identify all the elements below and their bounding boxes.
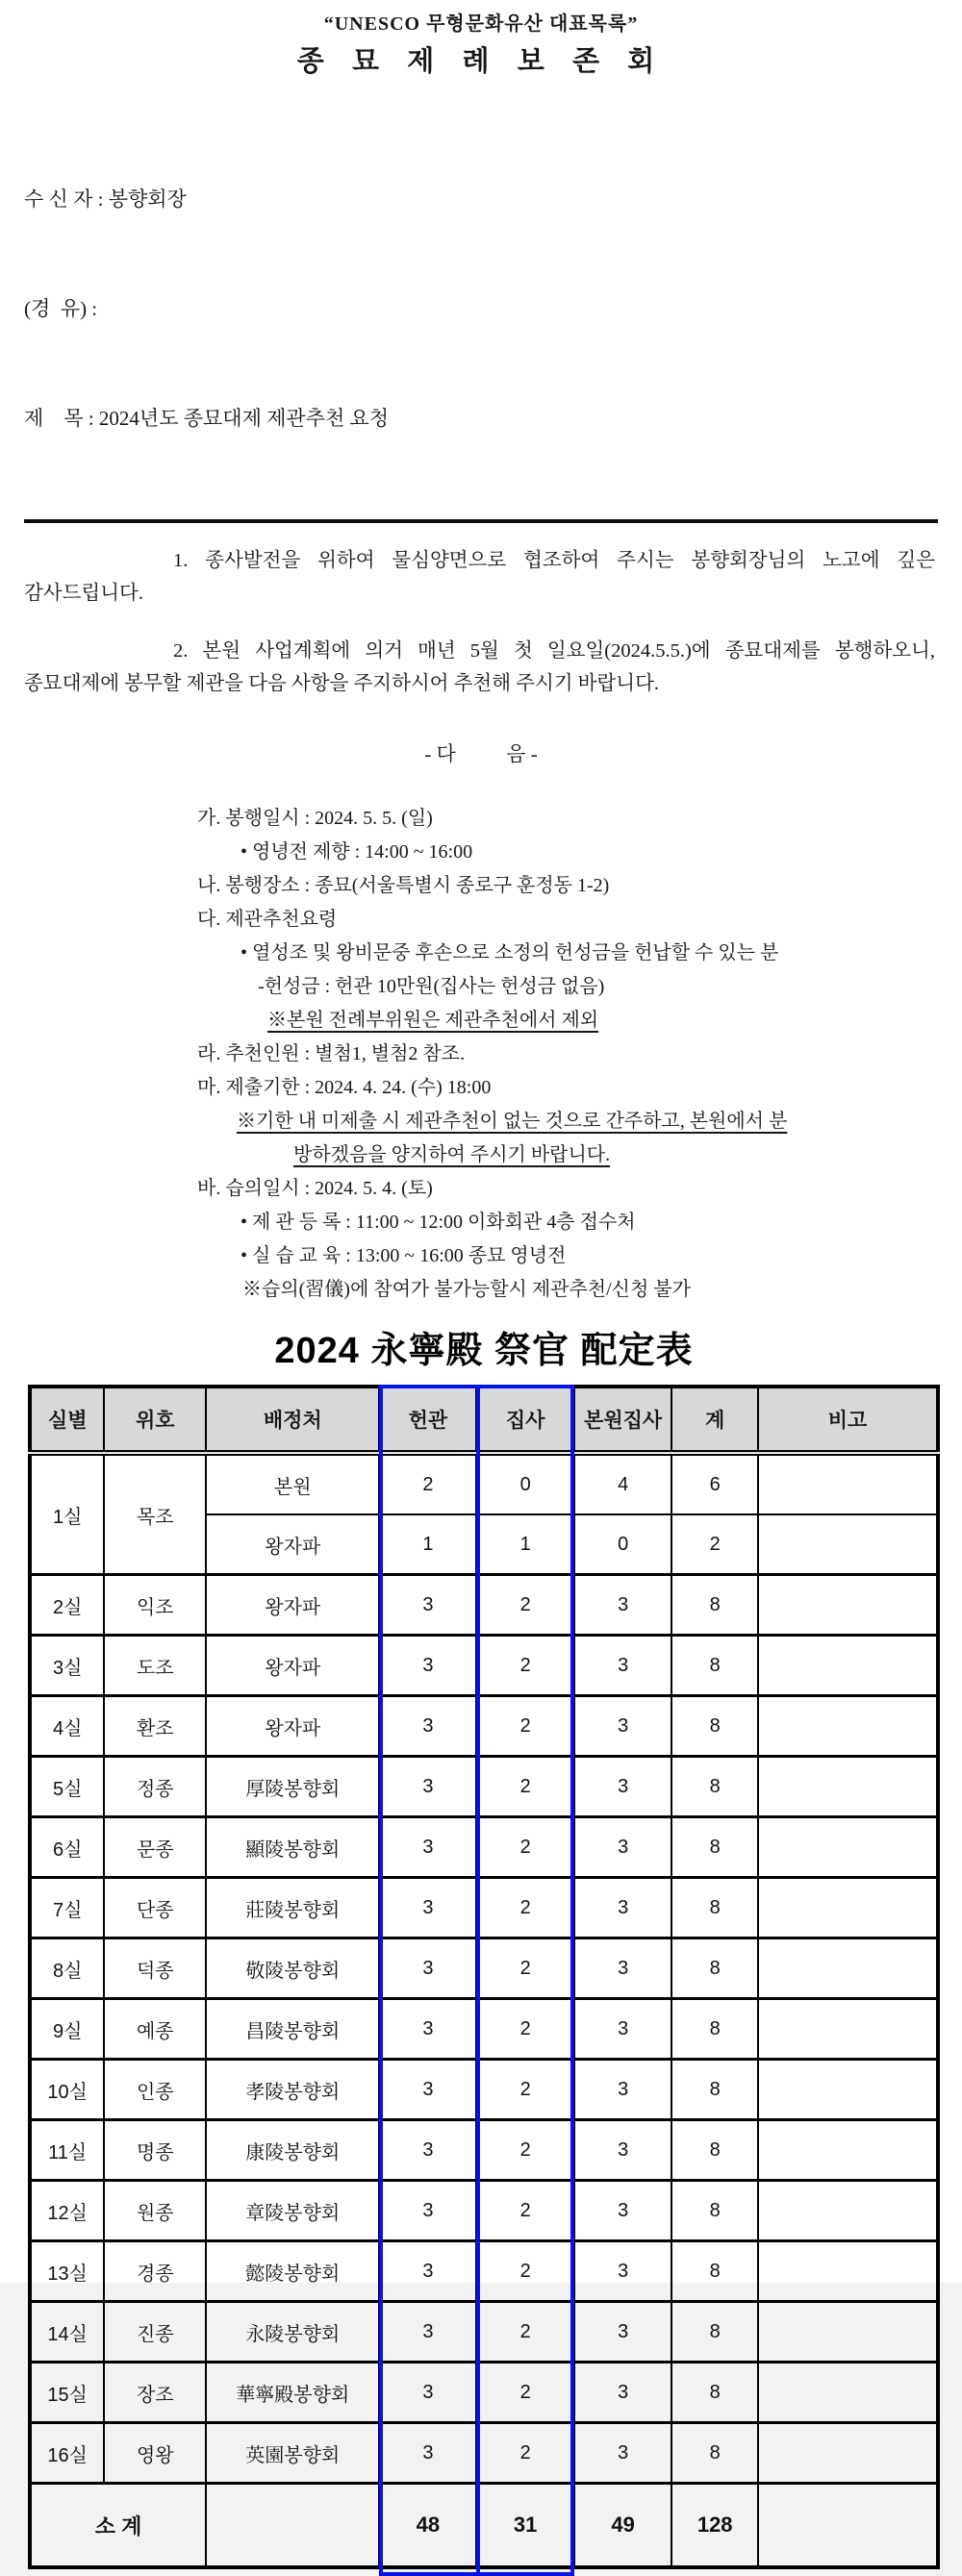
table-cell: 문종 xyxy=(104,1817,206,1878)
table-row xyxy=(30,2120,938,2181)
table-cell: 3 xyxy=(574,2241,671,2302)
notice-line: 나. 봉행장소 : 종묘(서울특별시 종로구 훈정동 1-2) xyxy=(197,875,610,896)
table-cell: 16실 xyxy=(30,2423,104,2484)
notice-line: 마. 제출기한 : 2024. 4. 24. (수) 18:00 xyxy=(197,1077,492,1098)
table-cell: 顯陵봉향회 xyxy=(206,1817,379,1878)
table-cell: 1실 xyxy=(30,1453,104,1575)
table-cell: 3 xyxy=(574,2120,671,2181)
notice-line: 가. 봉행일시 : 2024. 5. 5. (일) xyxy=(197,808,433,829)
table-cell: 1 xyxy=(379,1514,476,1575)
table-cell xyxy=(758,1878,938,1938)
table-cell: 1 xyxy=(476,1514,573,1575)
header-cell-bonwon: 본원집사 xyxy=(574,1387,671,1453)
table-cell: 3 xyxy=(574,1636,671,1696)
notice-line-underlined: ※기한 내 미제출 시 제관추천이 없는 것으로 간주하고, 본원에서 분 xyxy=(237,1111,788,1132)
table-cell: 莊陵봉향회 xyxy=(206,1878,379,1938)
table-cell: 9실 xyxy=(30,1999,104,2060)
table-cell: 왕자파 xyxy=(206,1514,379,1575)
table-row xyxy=(30,2302,938,2363)
notice-line: • 열성조 및 왕비문중 후손으로 소정의 헌성금을 헌납할 수 있는 분 xyxy=(240,942,779,963)
table-cell: 명종 xyxy=(104,2120,206,2181)
table-cell: 2 xyxy=(476,2423,573,2484)
table-cell: 6실 xyxy=(30,1817,104,1878)
table-cell xyxy=(758,2120,938,2181)
table-cell: 4실 xyxy=(30,1696,104,1757)
table-cell xyxy=(758,1757,938,1817)
table-cell: 8 xyxy=(671,1999,758,2060)
table-cell: 2 xyxy=(476,1575,573,1636)
table-cell: 3 xyxy=(574,2060,671,2120)
table-cell: 8 xyxy=(671,2363,758,2423)
table-cell: 8 xyxy=(671,2423,758,2484)
table-row xyxy=(30,1999,938,2060)
table-cell: 2 xyxy=(476,1636,573,1696)
table-cell: 7실 xyxy=(30,1878,104,1938)
table-cell: 懿陵봉향회 xyxy=(206,2241,379,2302)
table-cell: 경종 xyxy=(104,2241,206,2302)
table-row xyxy=(30,2241,938,2302)
table-cell: 3 xyxy=(574,1999,671,2060)
notice-line: ※습의(習儀)에 참여가 불가능할시 제관추천/신청 불가 xyxy=(242,1279,691,1300)
table-cell: 3 xyxy=(379,2363,476,2423)
notice-line: -헌성금 : 헌관 10만원(집사는 헌성금 없음) xyxy=(258,976,605,997)
table-cell: 3 xyxy=(574,1878,671,1938)
table-cell: 도조 xyxy=(104,1636,206,1696)
subtotal-row xyxy=(30,2484,938,2568)
table-cell: 2 xyxy=(476,2181,573,2241)
notice-line: • 영녕전 제향 : 14:00 ~ 16:00 xyxy=(240,841,473,863)
table-cell: 3 xyxy=(379,1757,476,1817)
table-cell: 단종 xyxy=(104,1878,206,1938)
notice-line: 다. 제관추천요령 xyxy=(197,909,338,930)
table-cell: 2 xyxy=(476,2363,573,2423)
table-cell: 왕자파 xyxy=(206,1636,379,1696)
table-cell: 8 xyxy=(671,1757,758,1817)
table-header xyxy=(30,1387,938,1453)
table-cell: 진종 xyxy=(104,2302,206,2363)
table-cell: 2 xyxy=(379,1453,476,1514)
table-cell xyxy=(758,2241,938,2302)
table-cell: 원종 xyxy=(104,2181,206,2241)
paragraph-1: 1. 종사발전을 위하여 물심양면으로 협조하여 주시는 봉향회장님의 노고에 깊은 감사드립니다. xyxy=(24,550,935,604)
table-cell: 華寧殿봉향회 xyxy=(206,2363,379,2423)
table-cell: 3 xyxy=(379,2241,476,2302)
table-cell: 소 계 xyxy=(30,2484,206,2568)
table-cell xyxy=(758,1636,938,1696)
table-cell xyxy=(758,2060,938,2120)
table-cell: 12실 xyxy=(30,2181,104,2241)
table-cell: 3 xyxy=(379,1817,476,1878)
via-line: (경 유) : xyxy=(24,297,98,320)
table-cell: 章陵봉향회 xyxy=(206,2181,379,2241)
table-cell: 31 xyxy=(476,2484,573,2568)
table-cell: 2 xyxy=(671,1514,758,1575)
table-cell xyxy=(758,1514,938,1575)
table-cell xyxy=(758,1575,938,1636)
notice-line-underlined: 방하겠음을 양지하여 주시기 바랍니다. xyxy=(293,1144,611,1165)
table-cell: 8 xyxy=(671,1575,758,1636)
subject-line: 제 목 : 2024년도 종묘대제 제관추천 요청 xyxy=(24,407,390,430)
assignment-table-wrap xyxy=(28,1385,940,2569)
header-cell-jipsa: 집사 xyxy=(476,1387,573,1453)
table-cell xyxy=(758,2302,938,2363)
table-cell: 2실 xyxy=(30,1575,104,1636)
recipient-line: 수 신 자 : 봉향회장 xyxy=(24,188,187,211)
assignment-table xyxy=(28,1385,940,2569)
table-cell: 환조 xyxy=(104,1696,206,1757)
table-cell: 3 xyxy=(379,1696,476,1757)
table-cell: 본원 xyxy=(206,1453,379,1514)
table-row xyxy=(30,1636,938,1696)
header-cell-note: 비고 xyxy=(758,1387,938,1453)
table-cell: 2 xyxy=(476,2302,573,2363)
notice-line: • 실 습 교 육 : 13:00 ~ 16:00 종묘 영녕전 xyxy=(240,1245,567,1266)
table-cell: 3 xyxy=(574,2423,671,2484)
table-cell: 인종 xyxy=(104,2060,206,2120)
table-row xyxy=(30,1453,938,1514)
header-cell-heongwan: 헌관 xyxy=(379,1387,476,1453)
table-cell xyxy=(758,2484,938,2568)
table-cell: 49 xyxy=(574,2484,671,2568)
table-cell: 3 xyxy=(379,1636,476,1696)
table-cell: 8 xyxy=(671,2181,758,2241)
table-row xyxy=(30,1817,938,1878)
table-cell: 15실 xyxy=(30,2363,104,2423)
table-cell xyxy=(758,1999,938,2060)
daum-separator: - 다 음 - xyxy=(424,742,538,765)
table-cell: 8 xyxy=(671,2302,758,2363)
table-cell: 3 xyxy=(574,1696,671,1757)
table-cell: 8실 xyxy=(30,1938,104,1999)
table-cell: 8 xyxy=(671,1696,758,1757)
table-cell xyxy=(758,2363,938,2423)
table-cell: 2 xyxy=(476,2241,573,2302)
table-cell: 0 xyxy=(574,1514,671,1575)
table-cell: 8 xyxy=(671,2241,758,2302)
table-cell: 8 xyxy=(671,2120,758,2181)
header-cell-assign: 배정처 xyxy=(206,1387,379,1453)
table-cell: 2 xyxy=(476,2120,573,2181)
table-cell xyxy=(758,1453,938,1514)
header-cell-total: 계 xyxy=(671,1387,758,1453)
table-cell: 敬陵봉향회 xyxy=(206,1938,379,1999)
table-header-row xyxy=(30,1387,938,1453)
header-cell-room: 실별 xyxy=(30,1387,104,1453)
table-cell: 英園봉향회 xyxy=(206,2423,379,2484)
table-row xyxy=(30,2423,938,2484)
table-cell: 3 xyxy=(379,2060,476,2120)
table-cell: 2 xyxy=(476,1757,573,1817)
notice-line: 라. 추천인원 : 별첨1, 별첨2 참조. xyxy=(197,1043,466,1064)
table-cell: 8 xyxy=(671,1878,758,1938)
table-cell: 3 xyxy=(574,2363,671,2423)
table-cell: 6 xyxy=(671,1453,758,1514)
table-cell: 3 xyxy=(379,2302,476,2363)
table-cell: 3 xyxy=(379,2181,476,2241)
table-row xyxy=(30,1757,938,1817)
table-row xyxy=(30,2181,938,2241)
table-cell: 厚陵봉향회 xyxy=(206,1757,379,1817)
paragraph-2: 2. 본원 사업계획에 의거 매년 5월 첫 일요일(2024.5.5.)에 종묘대제를 봉행하오니, 종묘대제에 봉무할 제관을 다음 사항을 주지하시어 추천해 주시기 바랍니다. xyxy=(24,640,935,694)
table-cell: 정종 xyxy=(104,1757,206,1817)
table-cell: 2 xyxy=(476,1878,573,1938)
table-cell: 목조 xyxy=(104,1453,206,1575)
table-row xyxy=(30,1878,938,1938)
table-title: 2024 永寧殿 祭官 配定表 xyxy=(274,1331,694,1371)
table-cell: 영왕 xyxy=(104,2423,206,2484)
table-cell xyxy=(758,1817,938,1878)
table-row xyxy=(30,1575,938,1636)
unesco-heritage-caption: “UNESCO 무형문화유산 대표목록” xyxy=(323,13,639,35)
table-cell: 48 xyxy=(379,2484,476,2568)
table-cell: 3 xyxy=(379,1878,476,1938)
table-cell: 8 xyxy=(671,1938,758,1999)
table-cell: 2 xyxy=(476,1696,573,1757)
table-cell: 8 xyxy=(671,1636,758,1696)
table-cell: 왕자파 xyxy=(206,1696,379,1757)
table-cell: 3 xyxy=(574,1938,671,1999)
table-cell: 3 xyxy=(574,1757,671,1817)
table-cell xyxy=(758,1696,938,1757)
organization-title: 종 묘 제 례 보 존 회 xyxy=(296,46,666,77)
table-cell: 14실 xyxy=(30,2302,104,2363)
table-cell: 8 xyxy=(671,1817,758,1878)
table-cell: 10실 xyxy=(30,2060,104,2120)
table-cell: 3실 xyxy=(30,1636,104,1696)
table-cell: 3 xyxy=(574,2302,671,2363)
table-cell xyxy=(206,2484,379,2568)
divider-rule xyxy=(24,519,938,523)
table-cell: 2 xyxy=(476,2060,573,2120)
notice-line: • 제 관 등 록 : 11:00 ~ 12:00 이화회관 4층 접수처 xyxy=(240,1212,636,1233)
table-cell: 8 xyxy=(671,2060,758,2120)
notice-line-underlined: ※본원 전례부위원은 제관추천에서 제외 xyxy=(267,1010,599,1031)
table-cell: 11실 xyxy=(30,2120,104,2181)
table-cell: 장조 xyxy=(104,2363,206,2423)
notice-list xyxy=(0,802,962,1307)
table-cell: 昌陵봉향회 xyxy=(206,1999,379,2060)
table-cell: 永陵봉향회 xyxy=(206,2302,379,2363)
table-row xyxy=(30,2363,938,2423)
table-row xyxy=(30,2060,938,2120)
table-cell: 4 xyxy=(574,1453,671,1514)
table-cell: 2 xyxy=(476,1938,573,1999)
table-cell: 2 xyxy=(476,1817,573,1878)
table-cell: 0 xyxy=(476,1453,573,1514)
table-cell: 3 xyxy=(379,1938,476,1999)
table-cell: 왕자파 xyxy=(206,1575,379,1636)
letter-meta xyxy=(24,108,962,510)
table-cell: 孝陵봉향회 xyxy=(206,2060,379,2120)
table-cell: 3 xyxy=(574,1817,671,1878)
table-row xyxy=(30,1696,938,1757)
table-body xyxy=(30,1453,938,2567)
table-cell: 3 xyxy=(574,1575,671,1636)
table-cell: 덕종 xyxy=(104,1938,206,1999)
table-cell: 3 xyxy=(574,2181,671,2241)
table-cell xyxy=(758,2423,938,2484)
table-cell: 5실 xyxy=(30,1757,104,1817)
table-cell: 3 xyxy=(379,2120,476,2181)
header-cell-wiho: 위호 xyxy=(104,1387,206,1453)
table-cell: 예종 xyxy=(104,1999,206,2060)
table-cell: 익조 xyxy=(104,1575,206,1636)
table-cell: 128 xyxy=(671,2484,758,2568)
table-cell: 13실 xyxy=(30,2241,104,2302)
notice-line: 바. 습의일시 : 2024. 5. 4. (토) xyxy=(197,1178,433,1199)
table-cell: 3 xyxy=(379,2423,476,2484)
table-row xyxy=(30,1938,938,1999)
table-cell: 2 xyxy=(476,1999,573,2060)
table-cell: 3 xyxy=(379,1575,476,1636)
table-cell xyxy=(758,2181,938,2241)
table-cell: 3 xyxy=(379,1999,476,2060)
table-cell xyxy=(758,1938,938,1999)
table-cell: 康陵봉향회 xyxy=(206,2120,379,2181)
